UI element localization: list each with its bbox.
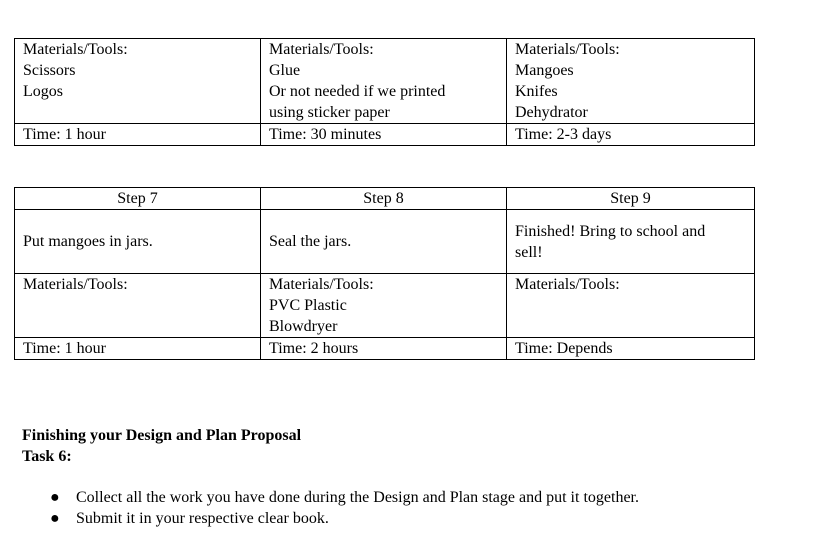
step-header-row: [15, 188, 755, 210]
materials-cell-2: [261, 39, 507, 124]
materials-line: PVC Plastic: [269, 297, 347, 314]
task-label: Task 6:: [22, 448, 72, 465]
time-cell: Time: 1 hour: [15, 338, 261, 360]
materials-row: [15, 39, 755, 124]
task-bullet-list: [22, 487, 639, 529]
time-row: [15, 338, 755, 360]
list-item: [22, 508, 639, 529]
action-row: [15, 210, 755, 274]
materials-line: Dehydrator: [515, 104, 588, 121]
materials-cell: [507, 274, 755, 338]
materials-line: using sticker paper: [269, 104, 390, 121]
step-header: Step 8: [261, 188, 507, 210]
time-cell: Time: Depends: [507, 338, 755, 360]
materials-line: Materials/Tools:: [515, 276, 620, 293]
list-item: [22, 487, 639, 508]
steps-table-top: [14, 38, 755, 146]
action-cell: Seal the jars.: [261, 210, 507, 274]
materials-line: Materials/Tools:: [269, 41, 374, 58]
materials-cell: [15, 274, 261, 338]
bullet-icon: ●: [50, 510, 60, 527]
list-item-text: Submit it in your respective clear book.: [76, 510, 329, 527]
time-cell: Time: 2-3 days: [507, 124, 755, 146]
materials-line: Blowdryer: [269, 318, 338, 335]
materials-cell: [261, 274, 507, 338]
materials-line: Materials/Tools:: [23, 276, 128, 293]
bullet-icon: ●: [50, 489, 60, 506]
time-cell: Time: 30 minutes: [261, 124, 507, 146]
step-header: Step 7: [15, 188, 261, 210]
materials-line: Materials/Tools:: [515, 41, 620, 58]
time-cell: Time: 2 hours: [261, 338, 507, 360]
steps-table-bottom: [14, 187, 755, 360]
materials-line: Materials/Tools:: [23, 41, 128, 58]
materials-line: Logos: [23, 83, 63, 100]
time-cell: Time: 1 hour: [15, 124, 261, 146]
list-item-text: Collect all the work you have done during the Design and Plan stage and put it together.: [76, 489, 639, 506]
step-header: Step 9: [507, 188, 755, 210]
materials-row: [15, 274, 755, 338]
materials-cell-1: [15, 39, 261, 124]
materials-line: Knifes: [515, 83, 558, 100]
materials-line: Mangoes: [515, 62, 574, 79]
materials-cell-3: [507, 39, 755, 124]
action-cell: Finished! Bring to school and sell!: [507, 210, 755, 274]
materials-line: Or not needed if we printed: [269, 83, 446, 100]
materials-line: Scissors: [23, 62, 76, 79]
time-row: [15, 124, 755, 146]
action-cell: Put mangoes in jars.: [15, 210, 261, 274]
section-title: Finishing your Design and Plan Proposal: [22, 427, 302, 444]
materials-line: Materials/Tools:: [269, 276, 374, 293]
materials-line: Glue: [269, 62, 301, 79]
